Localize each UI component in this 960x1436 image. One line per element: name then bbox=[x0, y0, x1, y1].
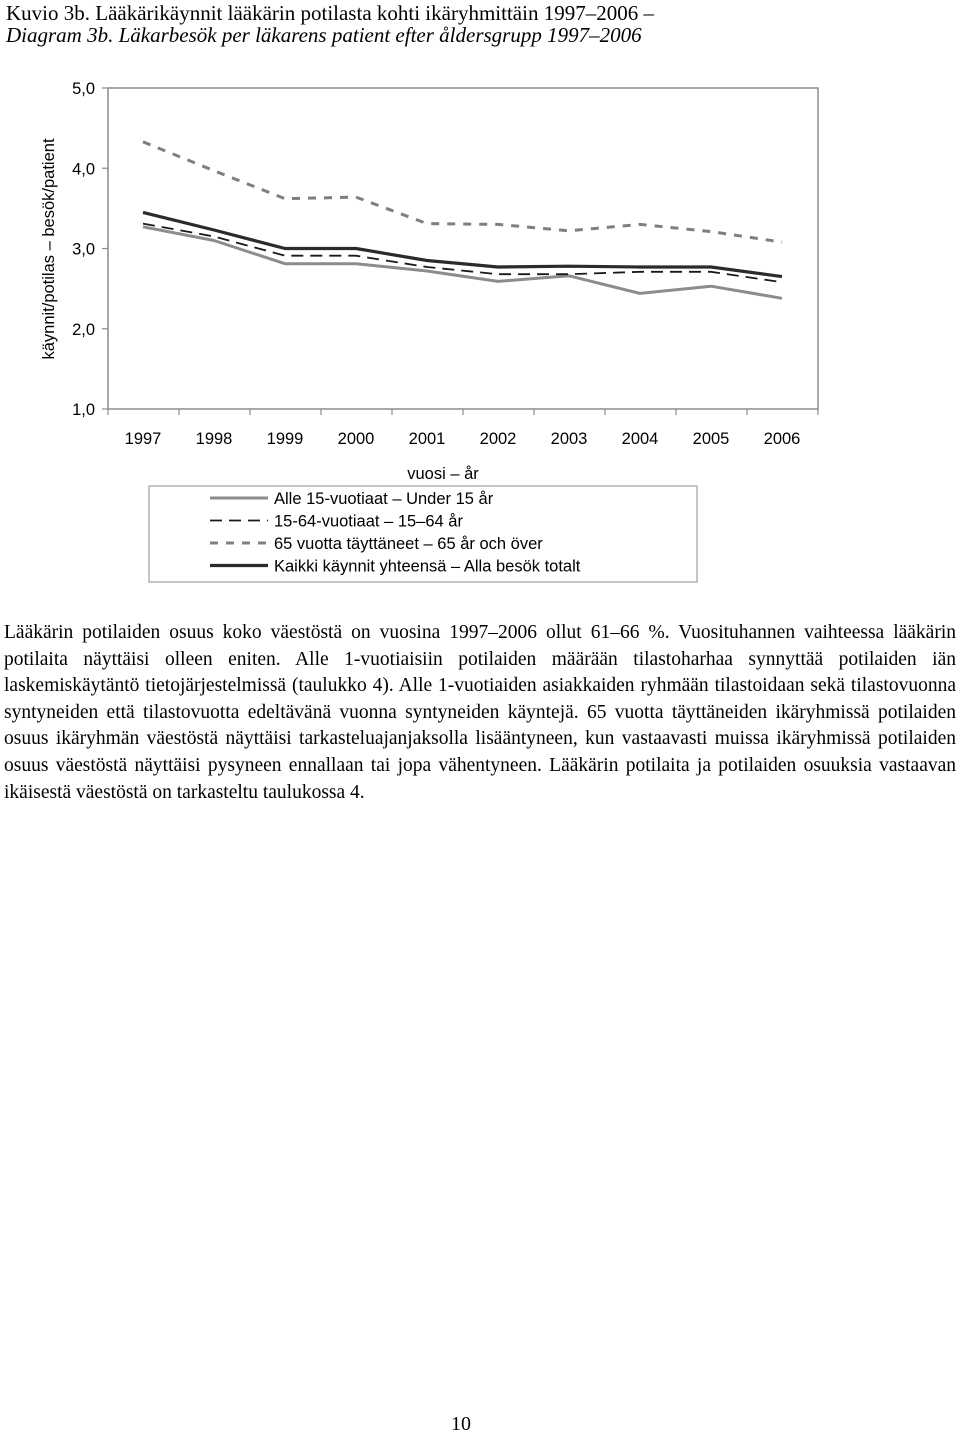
x-tick-label: 2003 bbox=[550, 430, 588, 448]
x-tick-label: 1997 bbox=[124, 430, 162, 448]
x-tick-label: 2001 bbox=[408, 430, 446, 448]
series-line-4 bbox=[143, 212, 782, 276]
y-tick-label: 5,0 bbox=[72, 80, 95, 98]
x-tick-label: 1999 bbox=[266, 430, 304, 448]
legend-label-1: Alle 15-vuotiaat – Under 15 år bbox=[274, 490, 494, 508]
series-line-3 bbox=[143, 142, 782, 242]
y-tick-label: 1,0 bbox=[72, 401, 95, 419]
plot-area bbox=[108, 88, 818, 409]
figure-title-finnish: Kuvio 3b. Lääkärikäynnit lääkärin potilasta kohti ikäryhmittäin 1997–2006 – bbox=[6, 1, 654, 25]
y-axis-label: käynnit/potilas – besök/patient bbox=[40, 138, 58, 360]
y-tick-label: 4,0 bbox=[72, 160, 95, 179]
line-chart bbox=[0, 0, 960, 600]
y-axis bbox=[72, 80, 108, 419]
legend-label-2: 15-64-vuotiaat – 15–64 år bbox=[274, 512, 463, 531]
y-tick-label: 3,0 bbox=[72, 240, 95, 259]
x-axis bbox=[108, 409, 818, 448]
x-tick-label: 2002 bbox=[479, 430, 517, 448]
x-tick-label: 2004 bbox=[621, 430, 659, 448]
legend-label-4: Kaikki käynnit yhteensä – Alla besök totalt bbox=[274, 557, 581, 576]
y-tick-label: 2,0 bbox=[72, 320, 95, 339]
x-tick-label: 2006 bbox=[763, 430, 801, 448]
body-paragraph: Lääkärin potilaiden osuus koko väestöstä on vuosina 1997–2006 ollut 61–66 %. Vuosituhannen vaihteessa lääkärin potilaita näyttäisi olleen eniten. Alle 1-vuotiaisiin potilaiden määrään tilastoharhaa synnyttää potilaiden iän laskemiskäytäntö tietojärjestelmissä (taulukko 4). Alle 1-vuotiaiden asiakkaiden ryhmään tilastoidaan sekä tilastovuonna syntyneiden että tilastovuotta edeltävänä vuonna syntyneiden käyntejä. 65 vuotta täyttäneiden ikäryhmissä potilaiden osuus ikäryhmän väestöstä näyttäisi tarkasteluajanjaksolla lisääntyneen, kun vastaavasti muissa ikäryhmissä potilaiden osuus väestöstä näyttäisi pysyneen ennallaan tai jopa vähentyneen. Lääkärin potilaita ja potilaiden osuuksia vastaavan ikäisestä väestöstä on tarkasteltu taulukossa 4. bbox=[4, 622, 956, 803]
legend-label-3: 65 vuotta täyttäneet – 65 år och över bbox=[274, 535, 543, 553]
figure-title-swedish: Diagram 3b. Läkarbesök per läkarens patient efter åldersgrupp 1997–2006 bbox=[6, 23, 642, 47]
page-number: 10 bbox=[451, 1413, 471, 1435]
x-axis-label: vuosi – år bbox=[407, 465, 479, 483]
x-tick-label: 2000 bbox=[337, 430, 375, 448]
series-line-2 bbox=[143, 224, 782, 283]
x-tick-label: 1998 bbox=[195, 430, 233, 448]
series-lines bbox=[143, 142, 782, 298]
x-tick-label: 2005 bbox=[692, 430, 730, 448]
legend bbox=[210, 490, 581, 576]
